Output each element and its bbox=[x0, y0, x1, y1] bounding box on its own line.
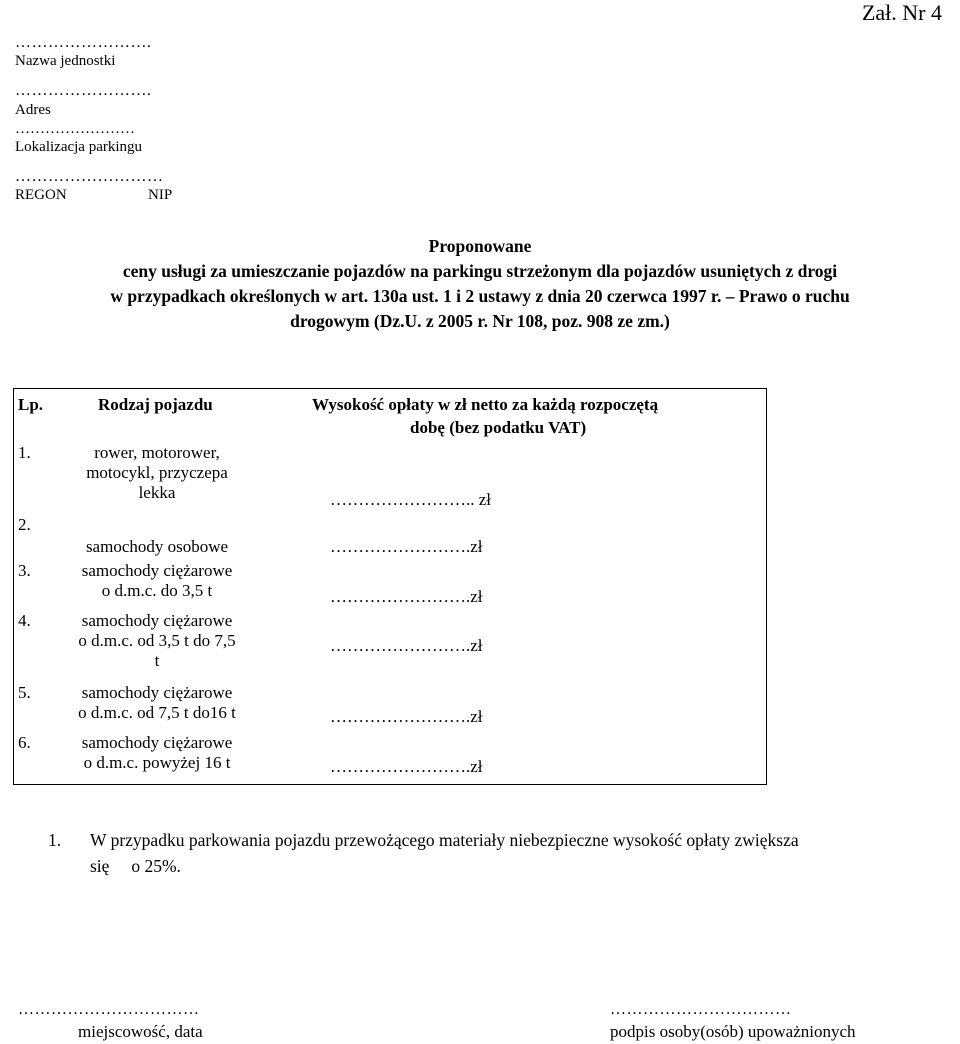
address-label: Adres bbox=[15, 102, 51, 118]
regon-label: REGON bbox=[15, 187, 67, 203]
header-vehicle-type: Rodzaj pojazdu bbox=[98, 395, 213, 414]
row-3-amount: …………………….zł bbox=[330, 587, 483, 606]
row-4-vehicle bbox=[52, 611, 262, 671]
title-proponowane: Proponowane bbox=[428, 236, 532, 256]
row-1-vehicle bbox=[52, 443, 262, 503]
row-1-vehicle-line3: lekka bbox=[138, 483, 176, 502]
row-6-vehicle-line1: samochody ciężarowe bbox=[81, 733, 233, 752]
row-6-vehicle bbox=[52, 733, 262, 773]
title-line-4: drogowym (Dz.U. z 2005 r. Nr 108, poz. 908 ze zm.) bbox=[290, 311, 670, 331]
row-4-vehicle-line3: t bbox=[154, 651, 160, 670]
place-date-dots: …………………………… bbox=[18, 1001, 200, 1018]
row-2-vehicle-line1: samochody osobowe bbox=[85, 537, 229, 556]
row-5-vehicle-line1: samochody ciężarowe bbox=[81, 683, 233, 702]
address-dots: ……………………. bbox=[15, 82, 152, 99]
row-5-lp: 5. bbox=[18, 683, 31, 702]
row-5-vehicle-line2: o d.m.c. od 7,5 t do16 t bbox=[78, 703, 236, 722]
row-1-lp: 1. bbox=[18, 443, 31, 462]
row-5-amount: …………………….zł bbox=[330, 707, 483, 726]
row-6-lp: 6. bbox=[18, 733, 31, 752]
row-6-amount: …………………….zł bbox=[330, 757, 483, 776]
row-2-lp: 2. bbox=[18, 515, 31, 534]
signature-dots: …………………………… bbox=[610, 1001, 792, 1018]
note-number: 1. bbox=[48, 830, 62, 850]
row-3-vehicle-line2: o d.m.c. do 3,5 t bbox=[101, 581, 213, 600]
row-4-vehicle-line2: o d.m.c. od 3,5 t do 7,5 bbox=[78, 631, 236, 650]
unit-name-dots: ……………………. bbox=[15, 34, 152, 51]
title-line-2: ceny usługi za umieszczanie pojazdów na parkingu strzeżonym dla pojazdów usuniętych z drogi bbox=[122, 261, 838, 281]
fee-table bbox=[13, 388, 767, 785]
row-1-amount: …………………….. zł bbox=[330, 490, 492, 509]
nip-label: NIP bbox=[148, 187, 173, 203]
header-fee-line2: dobę (bez podatku VAT) bbox=[410, 418, 587, 437]
row-4-lp: 4. bbox=[18, 611, 31, 630]
row-1-vehicle-line2: motocykl, przyczepa bbox=[86, 463, 228, 482]
row-2-vehicle bbox=[52, 537, 262, 557]
note-line-2: się o 25%. bbox=[90, 856, 181, 876]
attachment-number: Zał. Nr 4 bbox=[861, 0, 942, 25]
row-3-vehicle bbox=[52, 561, 262, 601]
regon-dots: ……………………… bbox=[15, 168, 164, 185]
row-4-vehicle-line1: samochody ciężarowe bbox=[81, 611, 233, 630]
row-3-vehicle-line1: samochody ciężarowe bbox=[81, 561, 233, 580]
row-6-vehicle-line2: o d.m.c. powyżej 16 t bbox=[83, 753, 231, 772]
row-3-lp: 3. bbox=[18, 561, 31, 580]
place-date-label: miejscowość, data bbox=[78, 1022, 203, 1041]
row-1-vehicle-line1: rower, motorower, bbox=[94, 443, 220, 462]
title-line-3: w przypadkach określonych w art. 130a ust. 1 i 2 ustawy z dnia 20 czerwca 1997 r. – Prawo o ruchu bbox=[110, 286, 850, 306]
unit-name-label: Nazwa jednostki bbox=[15, 53, 116, 69]
parking-location-label: Lokalizacja parkingu bbox=[15, 139, 143, 155]
row-4-amount: …………………….zł bbox=[330, 636, 483, 655]
parking-location-dots: …………………… bbox=[15, 121, 135, 137]
row-2-amount: …………………….zł bbox=[330, 537, 483, 556]
note-line-1: W przypadku parkowania pojazdu przewożącego materiały niebezpieczne wysokość opłaty zwiększa bbox=[90, 830, 799, 850]
header-lp: Lp. bbox=[18, 395, 44, 414]
signature-label: podpis osoby(osób) upoważnionych bbox=[610, 1022, 856, 1041]
row-5-vehicle bbox=[52, 683, 262, 723]
header-fee-line1: Wysokość opłaty w zł netto za każdą rozpoczętą bbox=[312, 395, 659, 414]
